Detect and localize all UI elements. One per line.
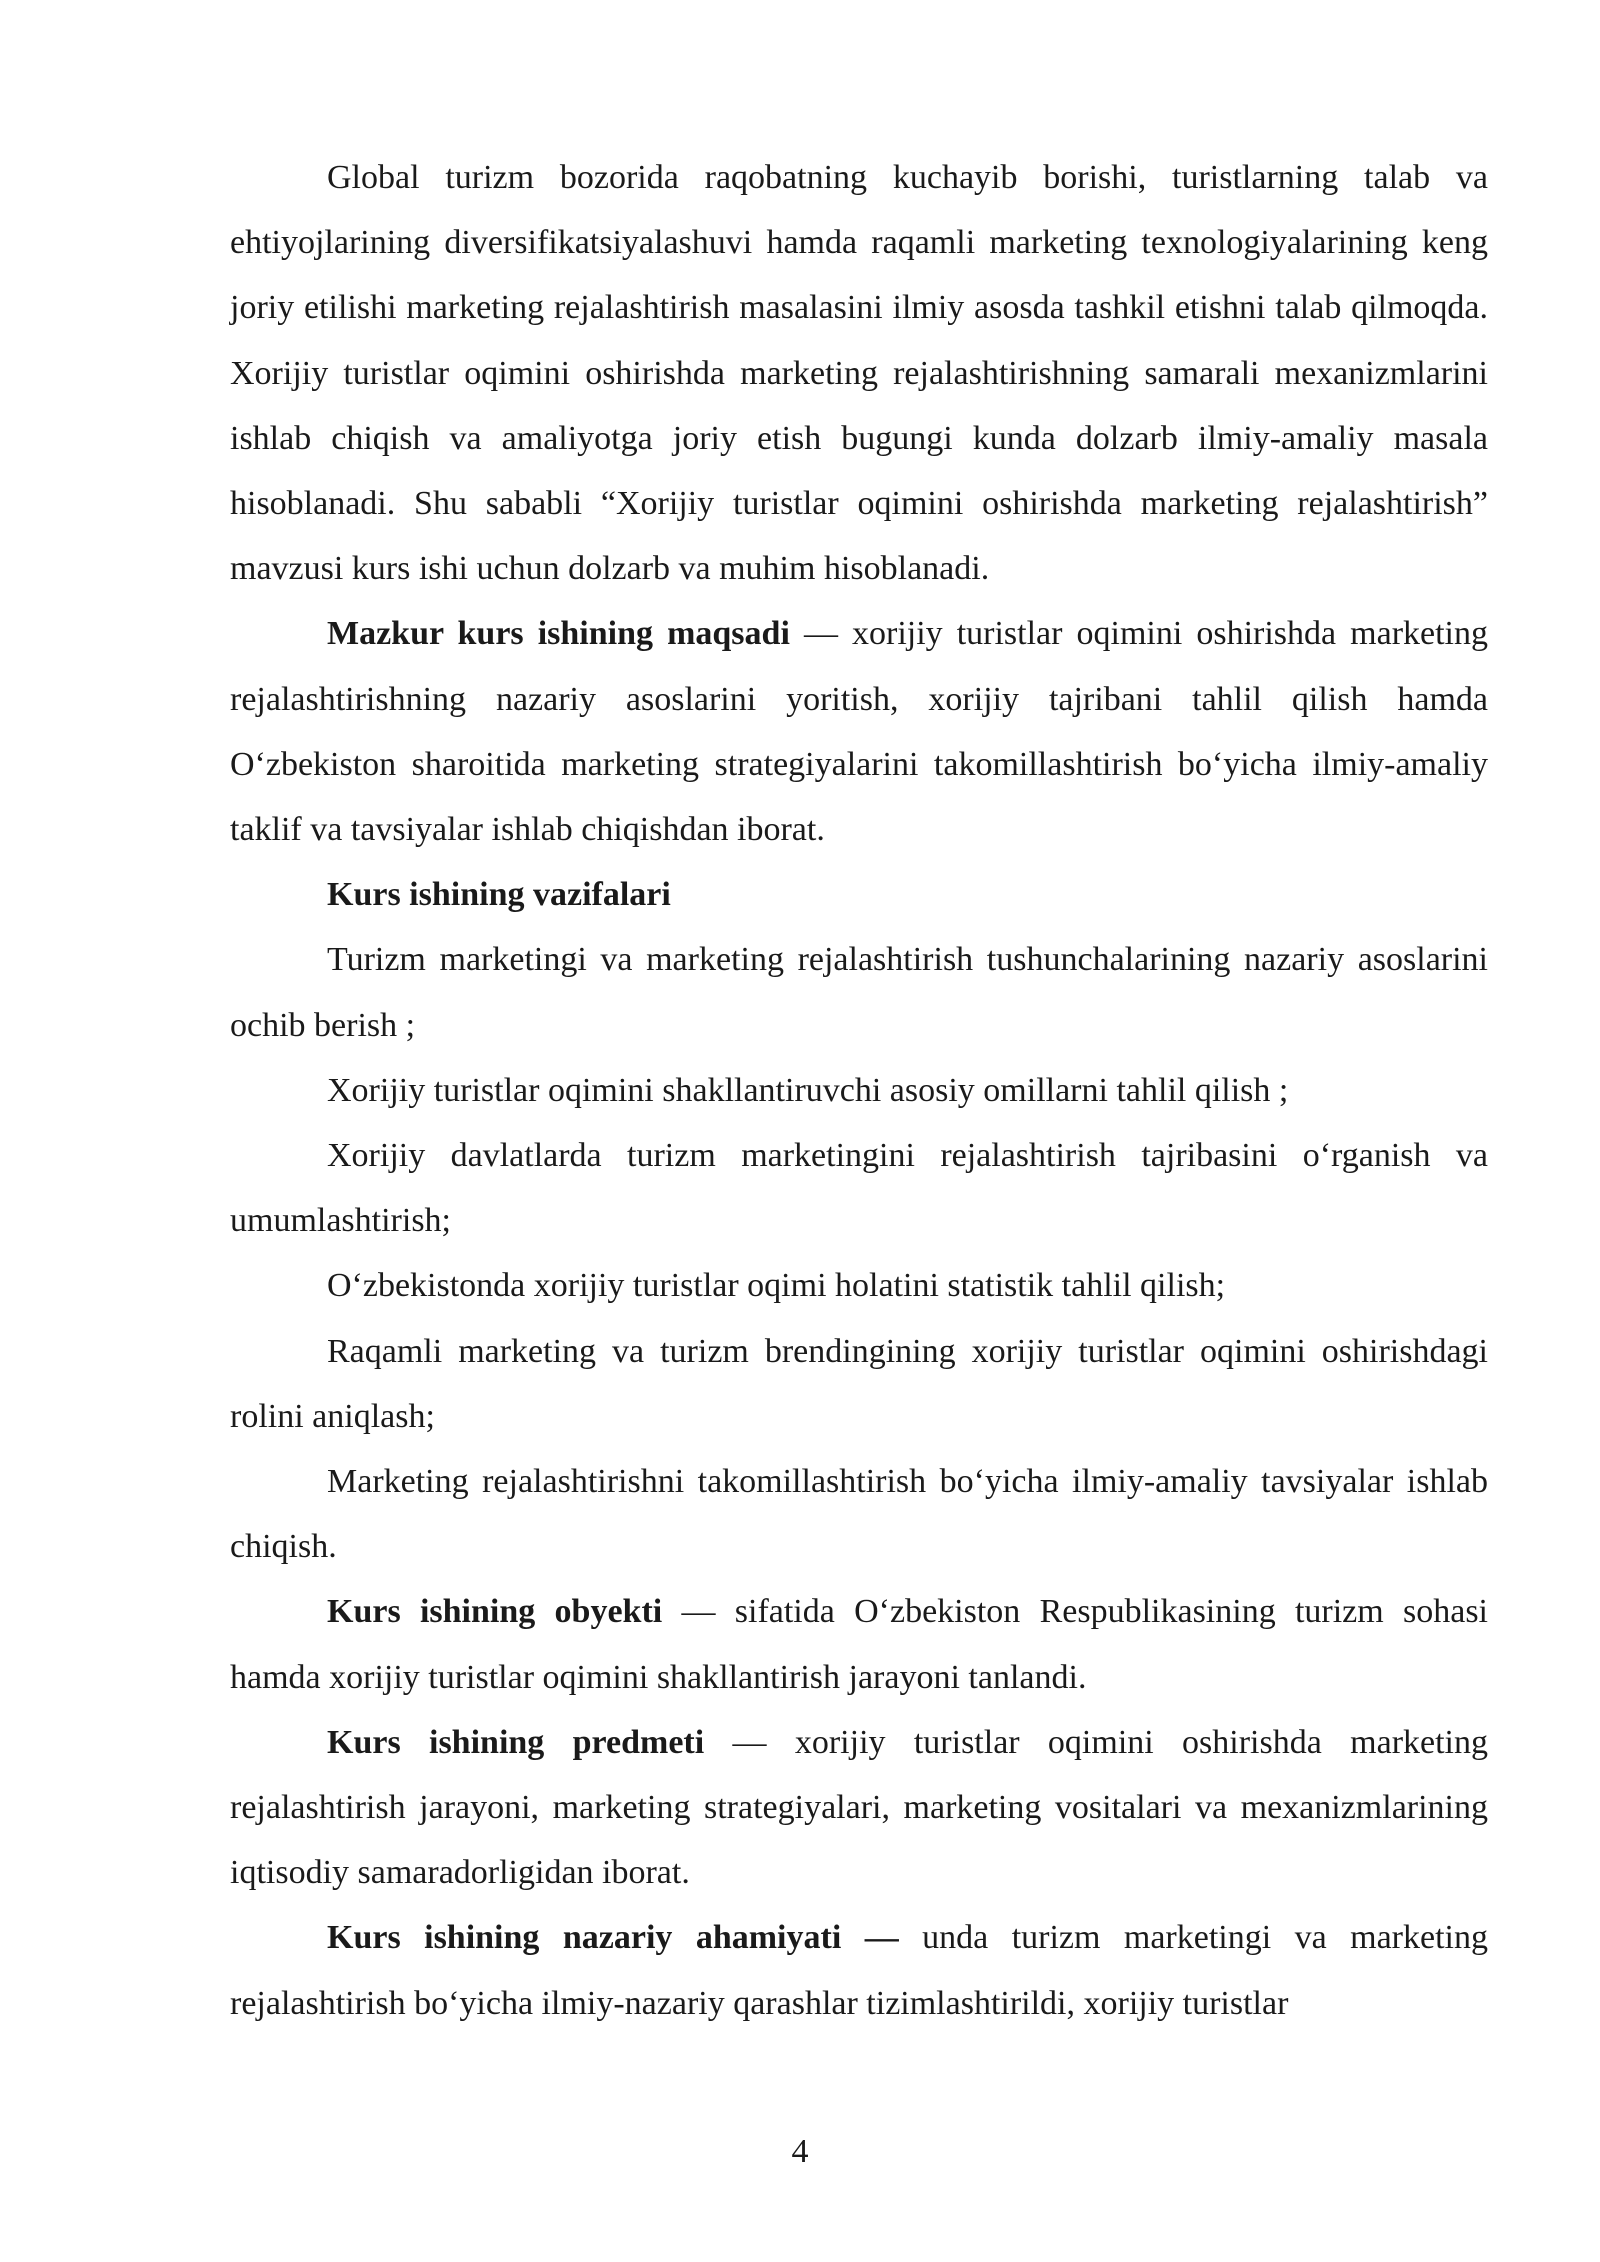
- paragraph-bold-lead: Mazkur kurs ishining maqsadi: [327, 615, 790, 653]
- paragraph-theoretical-significance: [230, 1905, 1488, 2035]
- paragraph-object: [230, 1579, 1488, 1709]
- paragraph-text: O‘zbekistonda xorijiy turistlar oqimi holatini statistik tahlil qilish;: [327, 1267, 1226, 1305]
- paragraph-task-3: [230, 1123, 1488, 1253]
- paragraph-task-1: [230, 927, 1488, 1057]
- page-body: [230, 145, 1488, 2036]
- paragraph-task-4: [230, 1253, 1488, 1318]
- paragraph-text: Xorijiy turistlar oqimini shakllantiruvchi asosiy omillarni tahlil qilish ;: [327, 1071, 1289, 1109]
- paragraph-text: unda turizm marketingi va marketing rejalashtirish bo‘yicha ilmiy-nazariy qarashlar tizimlashtirildi, xorijiy turistlar: [230, 1919, 1488, 2022]
- paragraph-bold-lead: Kurs ishining predmeti: [327, 1723, 705, 1761]
- paragraph-text: Turizm marketingi va marketing rejalashtirish tushunchalarining nazariy asoslarini ochib berish ;: [230, 941, 1488, 1044]
- paragraph-introduction: [230, 145, 1488, 601]
- paragraph-task-6: [230, 1449, 1488, 1579]
- paragraph-bold-lead: Kurs ishining nazariy ahamiyati —: [327, 1919, 899, 1957]
- paragraph-task-2: [230, 1058, 1488, 1123]
- paragraph-text: Raqamli marketing va turizm brendingining xorijiy turistlar oqimini oshirishdagi rolini aniqlash;: [230, 1332, 1488, 1435]
- paragraph-task-5: [230, 1319, 1488, 1449]
- paragraph-tasks-heading: [230, 862, 1488, 927]
- paragraph-bold-lead: Kurs ishining obyekti: [327, 1593, 663, 1631]
- paragraph-subject: [230, 1710, 1488, 1906]
- paragraph-text: — xorijiy turistlar oqimini oshirishda marketing rejalashtirish jarayoni, marketing strategiyalari, marketing vositalari va mexanizmlarining iqtisodiy samaradorligidan iborat.: [230, 1723, 1488, 1892]
- paragraph-text: — xorijiy turistlar oqimini oshirishda marketing rejalashtirishning nazariy asoslarini yoritish, xorijiy tajribani tahlil qilish hamda O‘zbekiston sharoitida marketing strategiyalarini takomillashtirish bo‘yicha ilmiy-amaliy taklif va tavsiyalar ishlab chiqishdan iborat.: [230, 615, 1489, 849]
- paragraph-text: Xorijiy davlatlarda turizm marketingini rejalashtirish tajribasini o‘rganish va umumlashtirish;: [230, 1137, 1488, 1240]
- paragraph-text: — sifatida O‘zbekiston Respublikasining turizm sohasi hamda xorijiy turistlar oqimini shakllantirish jarayoni tanlandi.: [230, 1593, 1488, 1696]
- paragraph-text: Marketing rejalashtirishni takomillashtirish bo‘yicha ilmiy-amaliy tavsiyalar ishlab chiqish.: [230, 1463, 1488, 1566]
- paragraph-goal: [230, 601, 1488, 862]
- page-number: 4: [791, 2133, 809, 2170]
- paragraph-bold-lead: Kurs ishining vazifalari: [327, 876, 671, 914]
- paragraph-text: Global turizm bozorida raqobatning kuchayib borishi, turistlarning talab va ehtiyojlarining diversifikatsiyalashuvi hamda raqamli marketing texnologiyalarining keng joriy etilishi marketing rejalashtirish masalasini ilmiy asosda tashkil etishni talab qilmoqda. Xorijiy turistlar oqimini oshirishda marketing rejalashtirishning samarali mexanizmlarini ishlab chiqish va amaliyotga joriy etish bugungi kunda dolzarb ilmiy-amaliy masala hisoblanadi. Shu sababli “Xorijiy turistlar oqimini oshirishda marketing rejalashtirish” mavzusi kurs ishi uchun dolzarb va muhim hisoblanadi.: [230, 159, 1488, 588]
